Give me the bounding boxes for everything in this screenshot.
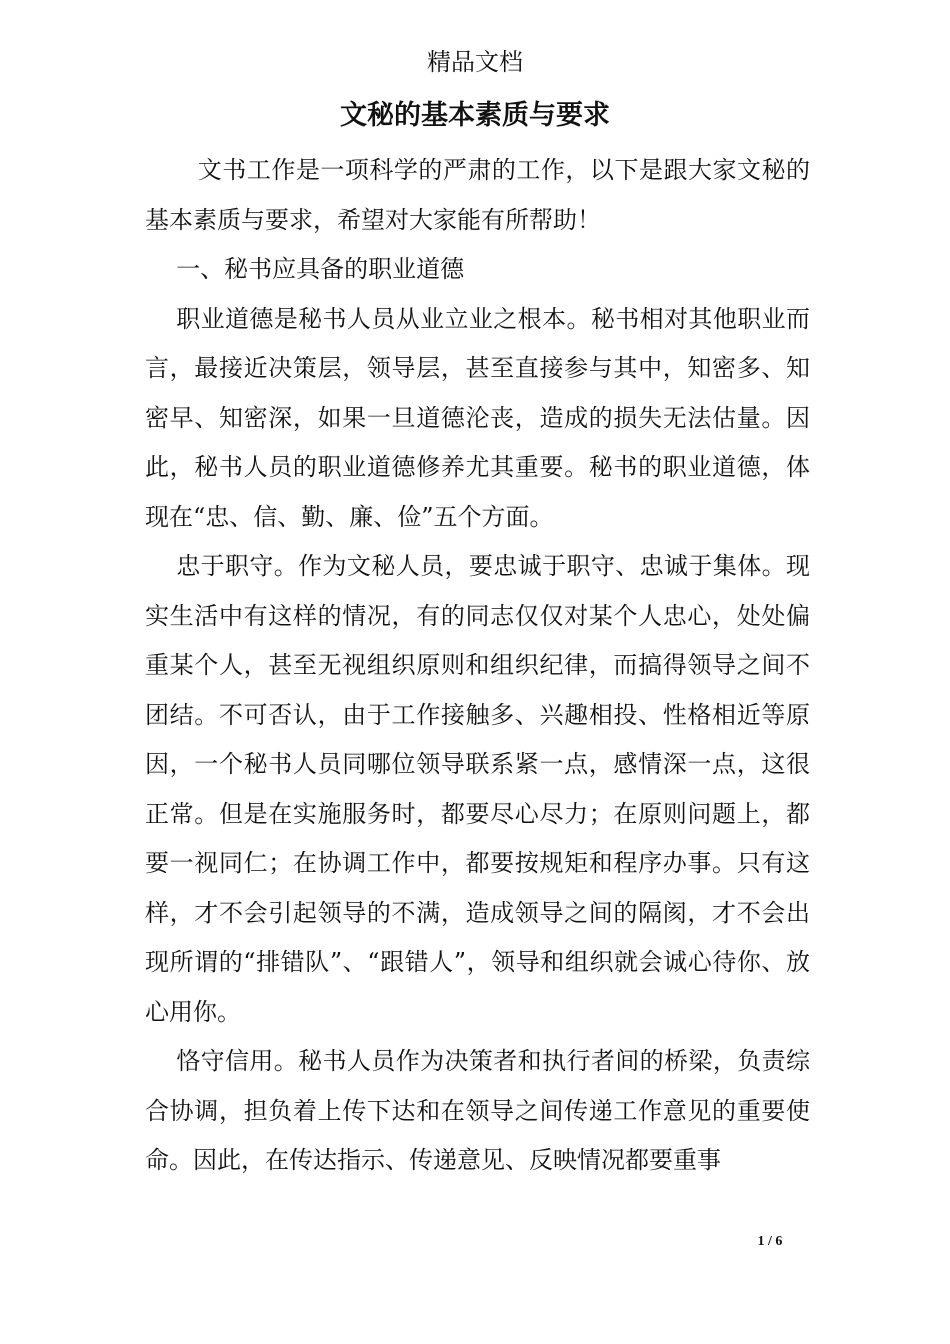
- intro-paragraph: 文书工作是一项科学的严肃的工作，以下是跟大家文秘的基本素质与要求，希望对大家能有所帮助！: [145, 156, 810, 234]
- document-title: 文秘的基本素质与要求: [340, 100, 610, 131]
- page-number: 1 / 6: [757, 1234, 783, 1249]
- paragraph-professional-ethics: 职业道德是秘书人员从业立业之根本。秘书相对其他职业而言，最接近决策层，领导层，甚至直接参与其中，知密多、知密早、知密深，如果一旦道德沦丧，造成的损失无法估量。因此，秘书人员的职业道德修养尤其重要。秘书的职业道德，体现在“忠、信、勤、廉、俭”五个方面。: [145, 304, 810, 531]
- document-body: [145, 146, 810, 1186]
- paragraph-credibility: 恪守信用。秘书人员作为决策者和执行者间的桥梁，负责综合协调，担负着上传下达和在领导之间传递工作意见的重要使命。因此，在传达指示、传递意见、反映情况都要重事: [145, 1047, 810, 1174]
- header-label: 精品文档: [427, 48, 523, 76]
- paragraph-loyalty: 忠于职守。作为文秘人员，要忠诚于职守、忠诚于集体。现实生活中有这样的情况，有的同志仅仅对某个人忠心，处处偏重某个人，甚至无视组织原则和组织纪律，而搞得领导之间不团结。不可否认，由于工作接触多、兴趣相投、性格相近等原因，一个秘书人员同哪位领导联系紧一点，感情深一点，这很正常。但是在实施服务时，都要尽心尽力；在原则问题上，都要一视同仁；在协调工作中，都要按规矩和程序办事。只有这样，才不会引起领导的不满，造成领导之间的隔阂，才不会出现所谓的“排错队”、“跟错人”，领导和组织就会诚心待你、放心用你。: [145, 552, 810, 1026]
- section-heading: 一、秘书应具备的职业道德: [176, 255, 465, 283]
